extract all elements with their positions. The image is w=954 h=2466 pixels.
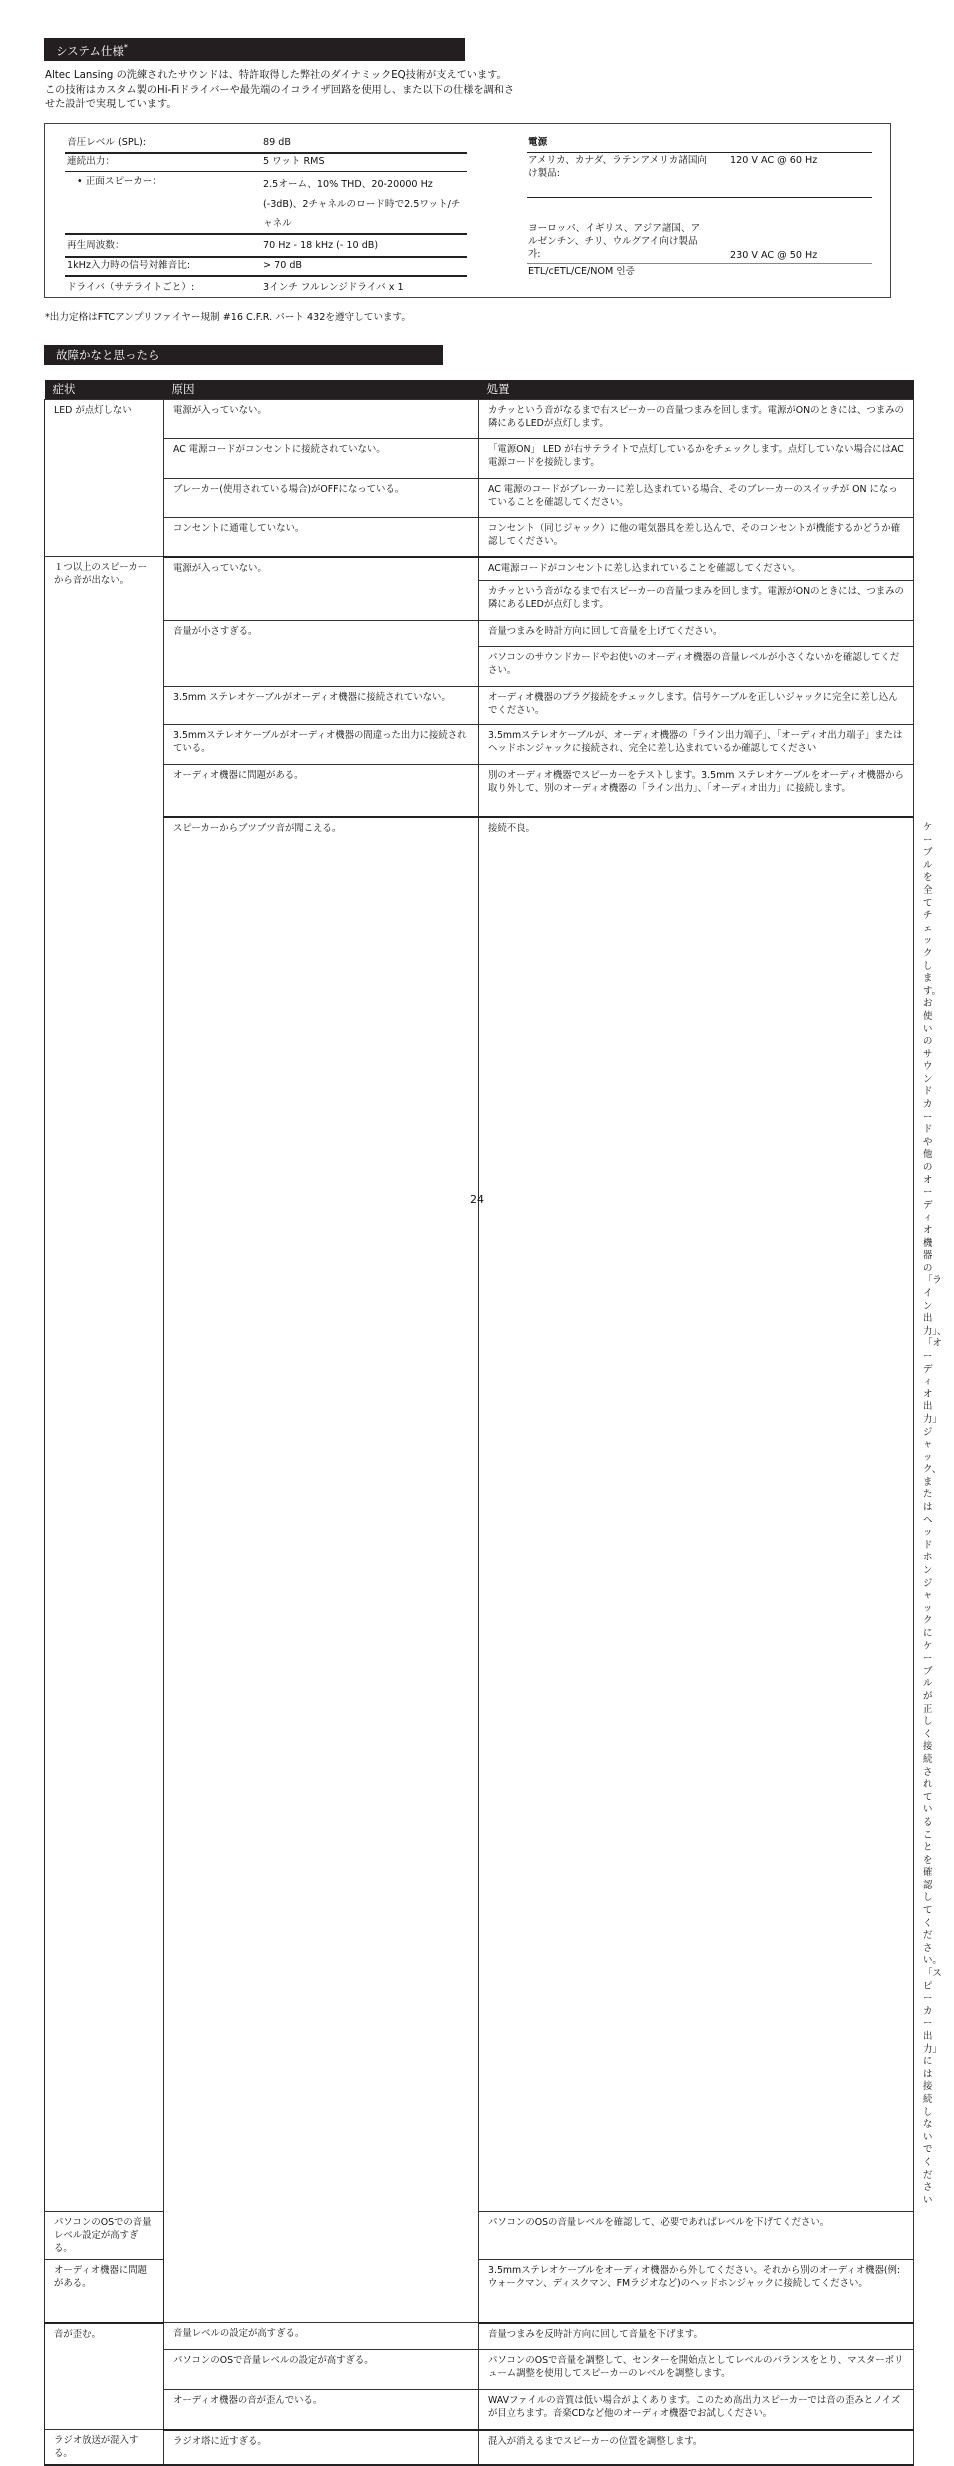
table-row — [45, 2390, 914, 2430]
action-cell: パソコンのサウンドカードやお使いのオーディオ機器の音量レベルが小さくないかを確認してください。 — [479, 647, 914, 687]
cause-cell: オーディオ機器に問題がある。 — [45, 2260, 164, 2323]
action-cell: 「電源ON」 LED が右サテライトで点灯しているかをチェックします。点灯していない場合にはAC電源コードを接続します。 — [479, 439, 914, 479]
spec-value-output: 5 ワット RMS — [263, 156, 325, 167]
action-cell: コンセント（同じジャック）に他の電気器具を差し込んで、そのコンセントが機能するかどうか確認してください。 — [479, 518, 914, 557]
action-cell: 3.5mmステレオケーブルが、オーディオ機器の「ライン出力端子」、「オーディオ出力端子」またはヘッドホンジャックに接続され、完全に差し込まれているか確認してください — [479, 725, 914, 765]
spec-value-front-speaker: 2.5オーム、10% THD、20-20000 Hz (-3dB)、2チャネルのロード時で2.5ワット/チャネル — [263, 179, 461, 229]
column-header-symptom: 症状 — [45, 380, 164, 400]
cause-cell: 接続不良。 — [479, 817, 914, 2212]
power-certification: ETL/cETL/CE/NOM 인증 — [528, 266, 635, 277]
action-cell: カチッという音がなるまで右スピーカーの音量つまみを回します。電源がONのときには、つまみの隣にあるLEDが点灯します。 — [479, 581, 914, 621]
cause-cell: 3.5mmステレオケーブルがオーディオ機器の間違った出力に接続されている。 — [164, 725, 479, 765]
cause-cell: ラジオ塔に近すぎる。 — [164, 2430, 479, 2466]
action-cell: カチッという音がなるまで右スピーカーの音量つまみを回します。電源がONのときには、つまみの隣にあるLEDが点灯します。 — [479, 400, 914, 439]
column-header-cause: 原因 — [164, 380, 479, 400]
table-row — [45, 2323, 914, 2350]
troubleshooting-header: 故障かなと思ったら — [44, 345, 443, 365]
action-cell: 音量つまみを反時計方向に回して音量を下げます。 — [479, 2323, 914, 2350]
action-cell: AC電源コードがコンセントに差し込まれていることを確認してください。 — [479, 557, 914, 581]
action-cell: 3.5mmステレオケーブルをオーディオ機器から外してください。それから別のオーディオ機器(例: ウォークマン、ディスクマン、FMラジオなど)のヘッドホンジャックに接続してください。 — [479, 2260, 914, 2323]
spec-box — [44, 123, 891, 298]
cause-cell: コンセントに通電していない。 — [164, 518, 479, 557]
cause-cell: パソコンのOSで音量レベルの設定が高すぎる。 — [164, 2350, 479, 2390]
spec-value-snr: > 70 dB — [263, 260, 303, 271]
action-cell: AC 電源のコードがブレーカーに差し込まれている場合、そのブレーカーのスイッチが ON になっていることを確認してください。 — [479, 479, 914, 518]
power-divider — [527, 152, 872, 153]
table-row — [45, 2350, 914, 2390]
spec-label-driver: ドライバ（サテライトごと）: — [67, 282, 195, 293]
table-row — [45, 2430, 914, 2466]
spec-row-divider — [65, 152, 467, 154]
cause-cell: 音量レベルの設定が高すぎる。 — [164, 2323, 479, 2350]
table-row — [45, 725, 914, 765]
table-row — [45, 765, 914, 817]
table-row — [45, 439, 914, 479]
power-title: 電源 — [528, 137, 548, 148]
table-row — [45, 518, 914, 557]
symptom-cell: 音が歪む。 — [45, 2323, 164, 2430]
cause-cell: 音量が小さすぎる。 — [164, 621, 479, 687]
power-divider — [527, 263, 872, 264]
spec-label-front-speaker: • 正面スピーカー： — [77, 176, 162, 187]
table-row — [45, 557, 914, 581]
power-value-americas: 120 V AC @ 60 Hz — [730, 155, 818, 166]
spec-section-title: システム仕様 — [56, 43, 124, 58]
power-divider — [527, 197, 872, 198]
page-number: 24 — [470, 1193, 484, 1206]
spec-label-spl: 音圧レベル (SPL): — [67, 137, 146, 148]
cause-cell: AC 電源コードがコンセントに接続されていない。 — [164, 439, 479, 479]
power-label-europe: ヨーロッパ、イギリス、アジア諸国、アルゼンチン、チリ、ウルグアイ向け製品가: — [528, 223, 701, 260]
action-cell: オーディオ機器のプラグ接続をチェックします。信号ケーブルを正しいジャックに完全に差し込んでください。 — [479, 687, 914, 725]
symptom-cell: スピーカーからブツブツ音が聞こえる。 — [164, 817, 479, 2323]
action-cell: パソコンのOSの音量レベルを確認して、必要であればレベルを下げてください。 — [479, 2212, 914, 2260]
table-header-row — [45, 380, 914, 400]
spec-section-header — [44, 38, 465, 61]
action-cell: 混入が消えるまでスピーカーの位置を調整します。 — [479, 2430, 914, 2466]
action-cell: 別のオーディオ機器でスピーカーをテストします。3.5mm ステレオケーブルをオーディオ機器から取り外して、別のオーディオ機器の「ライン出力」、「オーディオ出力」に接続します。 — [479, 765, 914, 817]
spec-footnote-mark: * — [123, 43, 128, 52]
spec-value-driver: 3インチ フルレンジドライバ x 1 — [263, 282, 404, 293]
power-value-europe: 230 V AC @ 50 Hz — [730, 250, 818, 261]
spec-value-frequency: 70 Hz - 18 kHz (- 10 dB) — [263, 240, 379, 251]
spec-label-output: 連続出力： — [67, 156, 115, 167]
column-header-action: 処置 — [479, 380, 914, 400]
table-row — [45, 621, 914, 647]
cause-cell: 電源が入っていない。 — [164, 557, 479, 621]
cause-cell: パソコンのOSでの音量レベル設定が高すぎる。 — [45, 2212, 164, 2260]
cause-cell: オーディオ機器の音が歪んでいる。 — [164, 2390, 479, 2430]
cause-cell: 電源が入っていない。 — [164, 400, 479, 439]
spec-label-frequency: 再生周波数： — [67, 240, 125, 251]
spec-label-snr: 1kHz入力時の信号対雑音比: — [67, 260, 191, 271]
symptom-cell: １つ以上のスピーカーから音が出ない。 — [45, 557, 164, 2212]
spec-intro-paragraph: Altec Lansing の洗練されたサウンドは、特許取得した弊社のダイナミックEQ技術が支えています。この技術はカスタム製のHi-Fiドライバーや最先端のイコライザ回路を使用し、また以下の仕様を調和させた設計で実現しています。 — [45, 70, 515, 110]
symptom-cell: ラジオ放送が混入する。 — [45, 2430, 164, 2466]
spec-row-divider — [65, 171, 467, 172]
spec-value-spl: 89 dB — [263, 137, 291, 148]
action-cell: WAVファイルの音質は低い場合がよくあります。このため高出力スピーカーでは音の歪みとノイズが目立ちます。音楽CDなど他のオーディオ機器でお試しください。 — [479, 2390, 914, 2430]
cause-cell: オーディオ機器に問題がある。 — [164, 765, 479, 817]
symptom-cell: LED が点灯しない — [45, 400, 164, 557]
table-row: スピーカーからブツブツ音が聞こえる。 接続不良。 ケーブルを全てチェックします。お使いのサウンドカードや他のオーディオ機器の「ライン出力」、「オーディオ出力」ジャック、またはヘッドホンジャックにケーブルが正しく接続されていることを確認してください。「スピーカー出力」には接続しないでください — [45, 817, 914, 2212]
spec-footnote: *出力定格はFTCアンプリファイヤー規制 #16 C.F.R. パート 432を遵守しています。 — [45, 312, 411, 323]
table-row — [45, 687, 914, 725]
cause-cell: ブレーカー(使用されている場合)がOFFになっている。 — [164, 479, 479, 518]
table-row — [45, 479, 914, 518]
spec-row-divider — [65, 256, 467, 258]
table-row — [45, 400, 914, 439]
power-label-americas: アメリカ、カナダ、ラテンアメリカ諸国向け製品: — [528, 155, 708, 179]
spec-row-divider — [65, 275, 467, 277]
spec-row-divider — [65, 233, 467, 235]
action-cell: 音量つまみを時計方向に回して音量を上げてください。 — [479, 621, 914, 647]
cause-cell: 3.5mm ステレオケーブルがオーディオ機器に接続されていない。 — [164, 687, 479, 725]
action-cell: パソコンのOSで音量を調整して、センターを開始点としてレベルのバランスをとり、マスターボリューム調整を使用してスピーカーのレベルを調整します。 — [479, 2350, 914, 2390]
troubleshooting-table — [44, 380, 947, 2466]
